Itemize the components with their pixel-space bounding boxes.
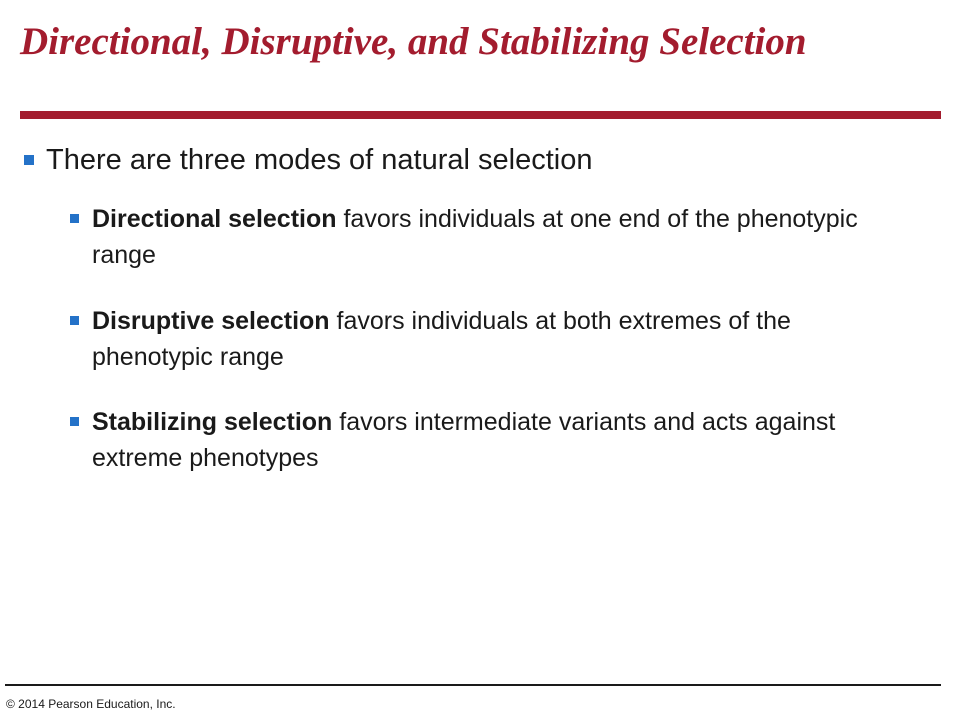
bold-term: Disruptive selection [92,307,330,335]
square-bullet-icon [70,316,79,325]
sub-bullet-text [92,404,870,476]
slide-title: Directional, Disruptive, and Stabilizing Selection [20,20,807,63]
square-bullet-icon [24,155,34,165]
bold-term: Stabilizing selection [92,408,333,436]
title-divider [20,111,941,119]
main-bullet-text: There are three modes of natural selection [46,144,593,176]
copyright-footer: © 2014 Pearson Education, Inc. [6,697,176,711]
term-description: favors intermediate variants and acts against extreme phenotypes [92,408,836,472]
bold-term: Directional selection [92,205,337,233]
term-description: favors individuals at one end of the phenotypic range [92,205,858,269]
sub-bullet-text [92,201,870,273]
square-bullet-icon [70,417,79,426]
sub-bullet-text [92,303,870,375]
footer-divider [5,684,941,686]
sub-bullet-disruptive [70,303,870,375]
sub-bullet-stabilizing [70,404,870,476]
term-description: favors individuals at both extremes of the phenotypic range [92,307,791,371]
square-bullet-icon [70,214,79,223]
sub-bullet-directional [70,201,870,273]
main-bullet [22,138,592,182]
